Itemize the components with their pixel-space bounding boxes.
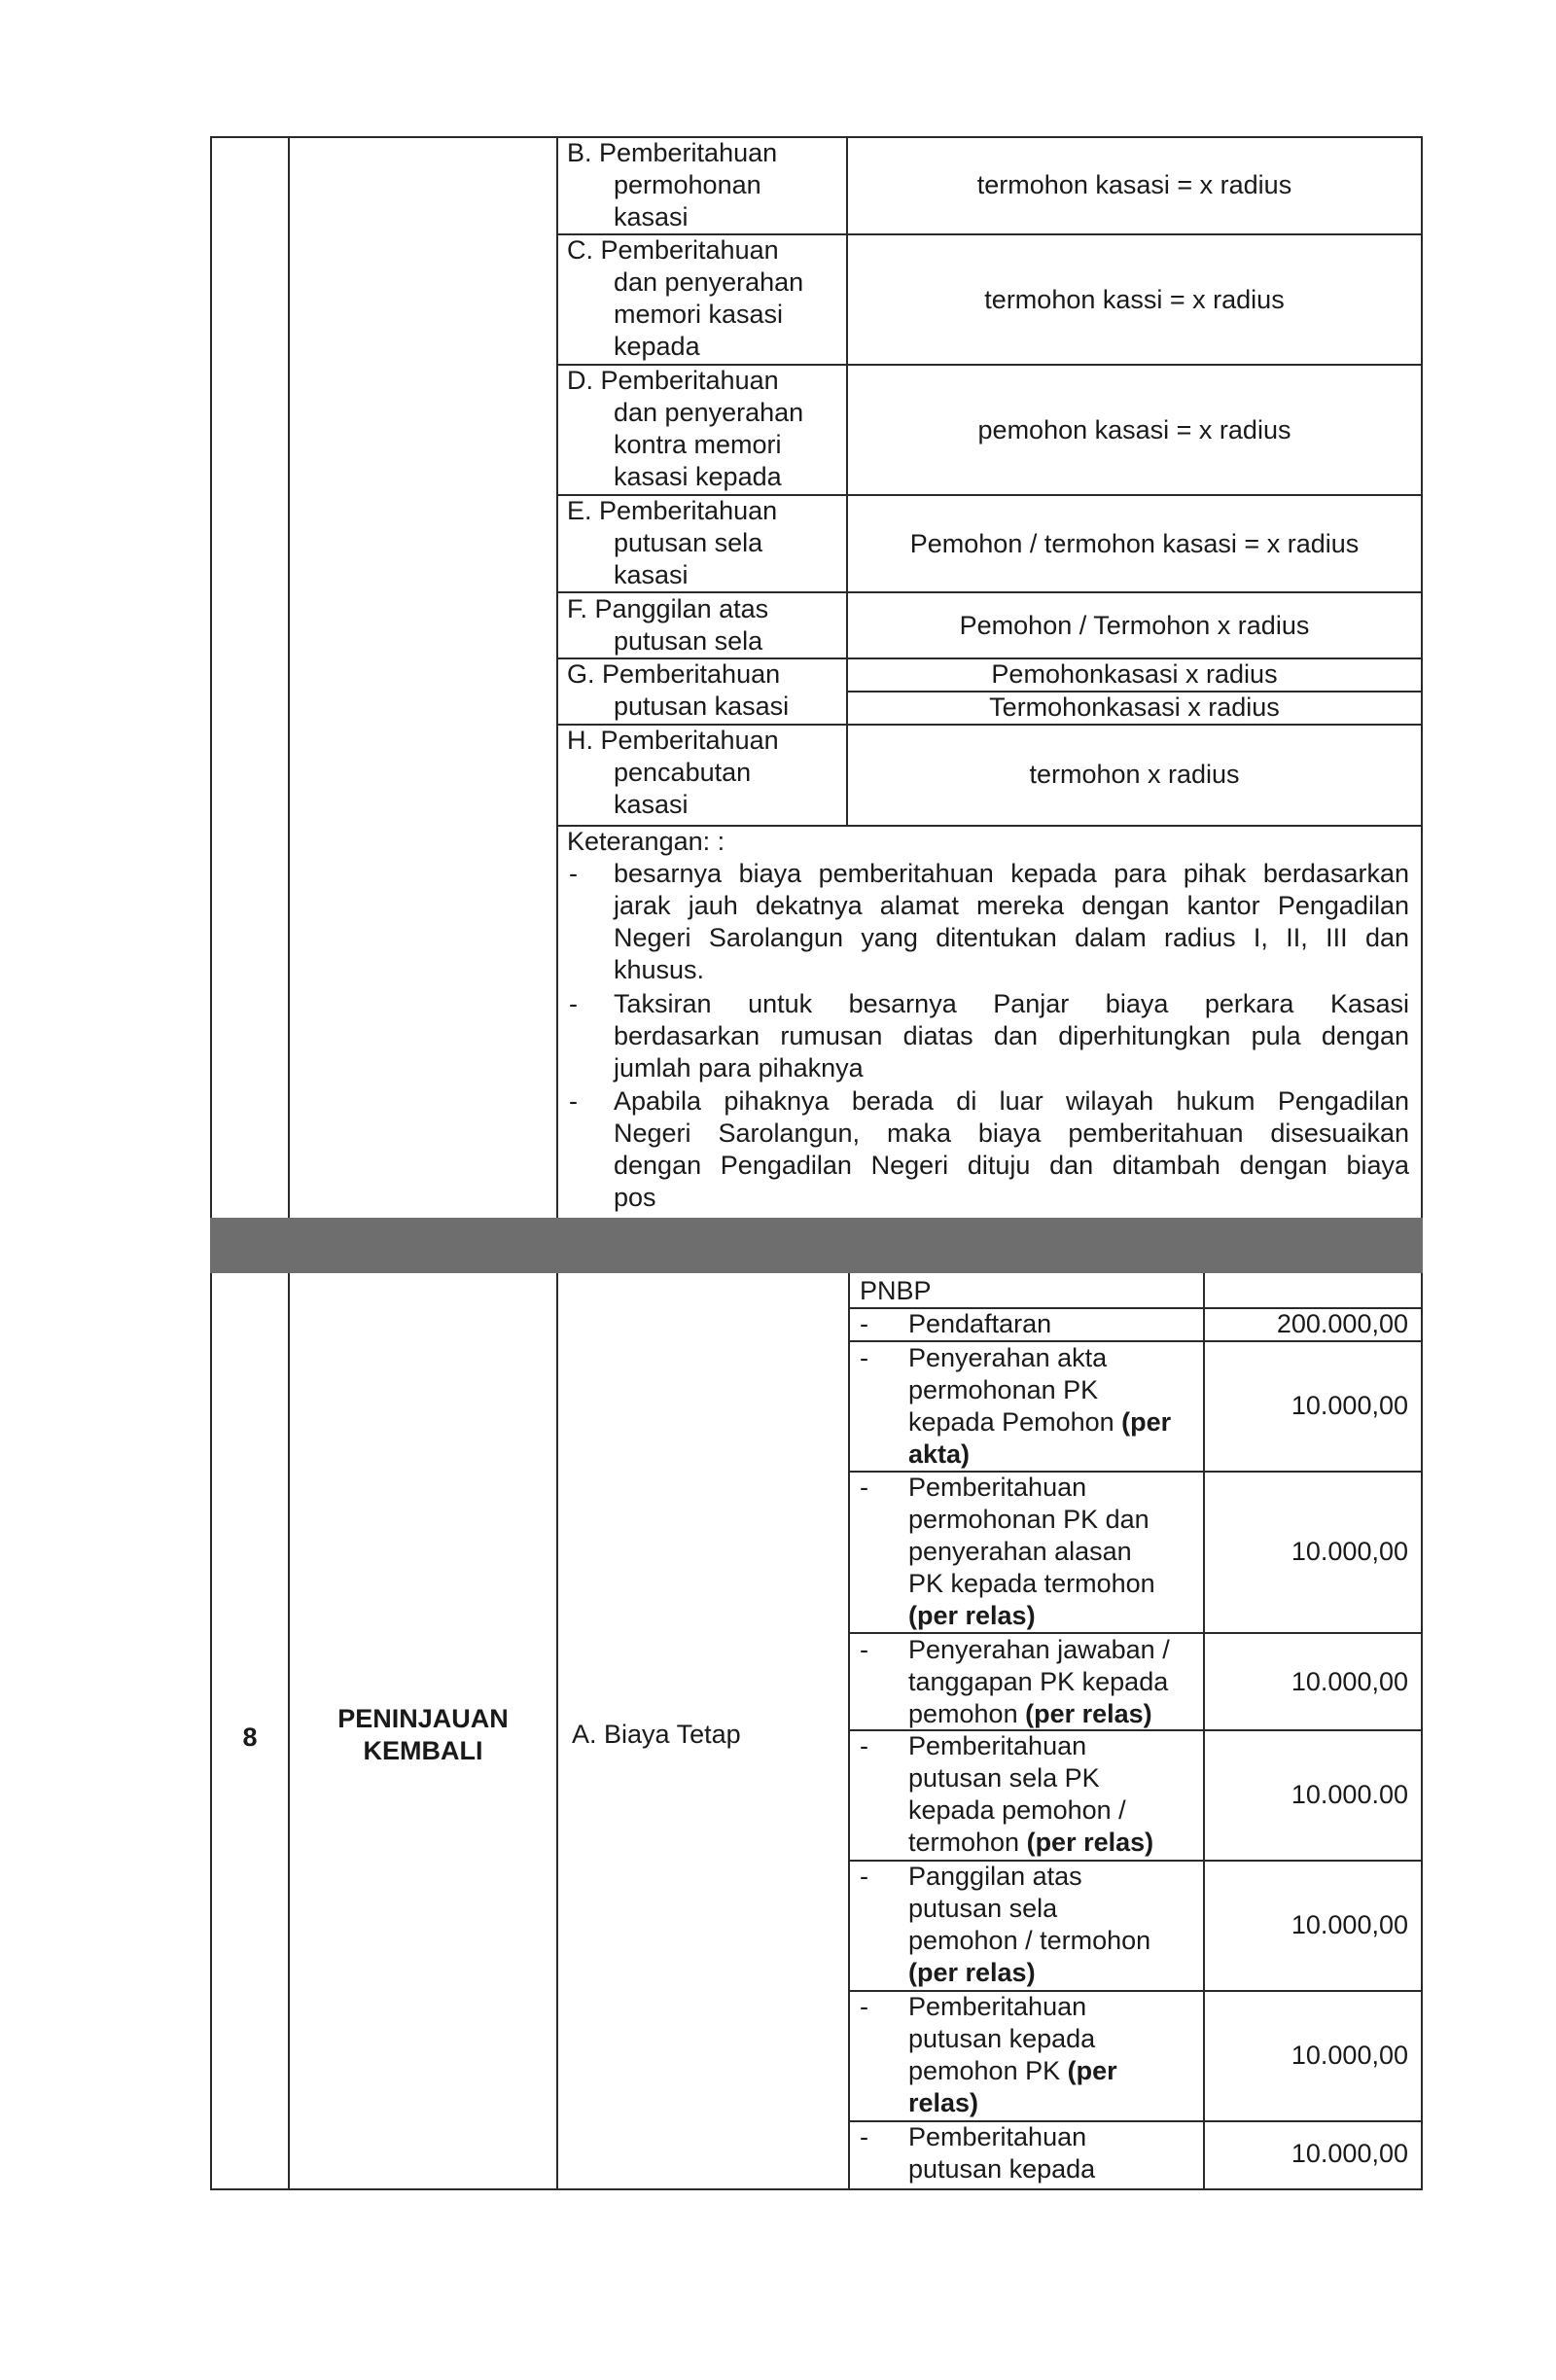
section-title: PENINJAUAN KEMBALI: [337, 1704, 509, 1765]
row-b-formula: termohon kasasi = x radius: [976, 170, 1292, 199]
bullet-dash: -: [860, 1309, 868, 1338]
column-divider: [848, 1273, 850, 2190]
row-h-label: H. Pemberitahuan pencabutan kasasi: [567, 726, 779, 819]
bullet-dash: -: [860, 2122, 868, 2151]
row-d-label: D. Pemberitahuan dan penyerahan kontra memori kasasi kepada: [567, 366, 804, 491]
pnbp-item-desc: Penyerahan jawaban / tanggapan PK kepada pemohon (per relas): [908, 1635, 1170, 1728]
row-h-formula: termohon x radius: [1029, 760, 1240, 789]
row-e-formula: Pemohon / termohon kasasi = x radius: [909, 529, 1360, 558]
bullet-dash: -: [860, 1473, 868, 1502]
bullet-dash: -: [860, 1343, 868, 1372]
biaya-tetap-label: A. Biaya Tetap: [572, 1720, 741, 1749]
pnbp-amount: 10.000,00: [1291, 1537, 1408, 1566]
pnbp-amount: 200.000,00: [1276, 1309, 1408, 1338]
row-c-label: C. Pemberitahuan dan penyerahan memori kasasi kepada: [567, 235, 804, 361]
pnbp-item-desc: Pemberitahuan putusan kepada: [908, 2122, 1096, 2184]
row-d-formula: pemohon kasasi = x radius: [977, 415, 1291, 444]
row-g-label: G. Pemberitahuan putusan kasasi: [567, 659, 790, 721]
pnbp-item-desc: Penyerahan akta permohonan PK kepada Pemohon (per akta): [908, 1343, 1172, 1469]
pnbp-item-desc: Pendaftaran: [908, 1309, 1052, 1338]
pnbp-amount: 10.000.00: [1291, 1780, 1408, 1809]
bullet-dash: -: [860, 1992, 868, 2021]
pnbp-item-desc: Panggilan atas putusan sela pemohon / termohon (per relas): [908, 1862, 1151, 1987]
bullet-dash: -: [569, 859, 578, 888]
keterangan-item-2: Taksiran untuk besarnya Panjar biaya perkara Kasasi berdasarkan rumusan diatas dan diperhitungkan pula dengan jumlah para pihaknya: [614, 989, 1409, 1083]
bullet-dash: -: [569, 1086, 578, 1116]
pnbp-item-desc: Pemberitahuan putusan sela PK kepada pemohon / termohon (per relas): [908, 1731, 1154, 1857]
row-b-label: B. Pemberitahuan permohonan kasasi: [567, 138, 778, 231]
row-e-label: E. Pemberitahuan putusan sela kasasi: [567, 496, 778, 589]
column-divider: [556, 136, 558, 1218]
pnbp-header: PNBP: [860, 1276, 932, 1305]
keterangan-title: Keterangan: :: [567, 827, 725, 856]
column-divider: [556, 1273, 558, 2190]
table-left-border: [210, 136, 212, 2190]
keterangan-item-1: besarnya biaya pemberitahuan kepada para pihak berdasarkan jarak jauh dekatnya alamat mereka dengan kantor Pengadilan Negeri Sarolangun yang ditentukan dalam radius I, II, III dan khusus.: [614, 859, 1409, 984]
section-separator-band: [210, 1218, 1423, 1273]
row-f-formula: Pemohon / Termohon x radius: [959, 611, 1310, 640]
pnbp-amount: 10.000,00: [1291, 1667, 1408, 1696]
pnbp-amount: 10.000,00: [1291, 1910, 1408, 1939]
pnbp-amount: 10.000,00: [1291, 1391, 1408, 1420]
pnbp-item-desc: Pemberitahuan permohonan PK dan penyerahan alasan PK kepada termohon (per relas): [908, 1473, 1155, 1630]
pnbp-item-desc: Pemberitahuan putusan kepada pemohon PK (per relas): [908, 1992, 1117, 2117]
keterangan-item-3: Apabila pihaknya berada di luar wilayah hukum Pengadilan Negeri Sarolangun, maka biaya pemberitahuan disesuaikan dengan Pengadilan Negeri dituju dan ditambah dengan biaya pos: [614, 1086, 1409, 1212]
row-c-formula: termohon kassi = x radius: [984, 285, 1285, 314]
table-right-border: [1421, 136, 1423, 2190]
table-bottom-border: [210, 2188, 1423, 2190]
bullet-dash: -: [860, 1862, 868, 1891]
row-f-label: F. Panggilan atas putusan sela: [567, 594, 769, 656]
bullet-dash: -: [860, 1635, 868, 1664]
row-g-formula-pemohon: Pemohonkasasi x radius: [991, 659, 1278, 689]
row-g-formula-termohon: Termohonkasasi x radius: [989, 693, 1280, 722]
column-divider: [288, 136, 290, 1218]
table-top-border: [210, 136, 1423, 138]
pnbp-amount: 10.000,00: [1291, 2139, 1408, 2168]
section-number: 8: [242, 1723, 258, 1752]
bullet-dash: -: [569, 989, 578, 1018]
pnbp-amount: 10.000,00: [1291, 2041, 1408, 2070]
bullet-dash: -: [860, 1731, 868, 1760]
column-divider: [1203, 1273, 1205, 2190]
